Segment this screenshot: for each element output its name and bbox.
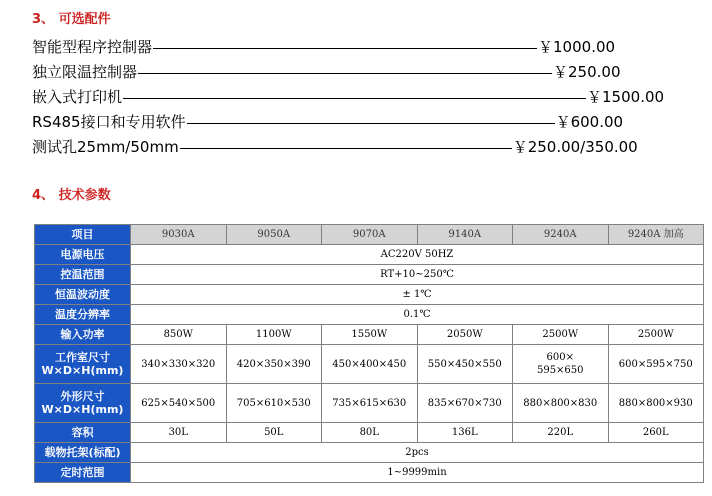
cell-value: 600×595×750 — [608, 345, 704, 384]
accessory-name: 测试孔25mm/50mm — [32, 138, 179, 156]
cell-value-line2: 595×650 — [536, 365, 584, 376]
leader-line — [187, 123, 555, 124]
section-4-heading: 4、 技术参数 — [32, 188, 111, 203]
accessory-price: ￥250.00 — [553, 63, 621, 81]
row-label: 输入功率 — [35, 325, 131, 345]
cell-value: 220L — [513, 423, 609, 443]
table-row — [35, 463, 704, 483]
cell-value: 1100W — [226, 325, 322, 345]
cell-value: 835×670×730 — [417, 384, 513, 423]
spec-table — [34, 224, 704, 483]
leader-line — [123, 98, 586, 99]
row-label: 定时范围 — [35, 463, 131, 483]
cell-value-line1: 600× — [546, 352, 574, 363]
model-header: 9240A — [513, 225, 609, 245]
row-label: 电源电压 — [35, 245, 131, 265]
cell-value: 1~9999min — [131, 463, 704, 483]
table-row — [35, 423, 704, 443]
row-label-line2: W×D×H(mm) — [41, 364, 124, 377]
cell-value: 735×615×630 — [322, 384, 418, 423]
cell-value: 340×330×320 — [131, 345, 227, 384]
accessory-price: ￥1000.00 — [538, 38, 616, 56]
cell-value: 625×540×500 — [131, 384, 227, 423]
accessory-price: ￥250.00/350.00 — [512, 138, 638, 156]
row-label-line1: 工作室尺寸 — [55, 351, 110, 364]
header-label: 项目 — [35, 225, 131, 245]
table-header-row — [35, 225, 704, 245]
row-label-line2: W×D×H(mm) — [41, 403, 124, 416]
table-row — [35, 384, 704, 423]
cell-value: 2050W — [417, 325, 513, 345]
accessory-name: 嵌入式打印机 — [32, 88, 123, 106]
cell-value — [513, 345, 609, 384]
cell-value: 50L — [226, 423, 322, 443]
cell-value: 420×350×390 — [226, 345, 322, 384]
accessory-price: ￥1500.00 — [587, 88, 665, 106]
cell-value: 30L — [131, 423, 227, 443]
cell-value: 260L — [608, 423, 704, 443]
table-row — [35, 443, 704, 463]
accessory-item — [32, 111, 692, 136]
section-3-heading: 3、 可选配件 — [32, 12, 111, 27]
row-label — [35, 384, 131, 423]
accessory-item — [32, 136, 692, 161]
model-header: 9070A — [322, 225, 418, 245]
accessory-item — [32, 61, 692, 86]
accessory-name: 智能型程序控制器 — [32, 38, 153, 56]
accessory-item — [32, 36, 692, 61]
table-row — [35, 245, 704, 265]
table-row — [35, 285, 704, 305]
cell-value: AC220V 50HZ — [131, 245, 704, 265]
cell-value: 136L — [417, 423, 513, 443]
leader-line — [180, 148, 512, 149]
row-label: 温度分辨率 — [35, 305, 131, 325]
accessory-name: 独立限温控制器 — [32, 63, 138, 81]
row-label-line1: 外形尺寸 — [60, 390, 105, 403]
cell-value: 2500W — [608, 325, 704, 345]
table-row — [35, 305, 704, 325]
model-header: 9030A — [131, 225, 227, 245]
accessories-list — [32, 36, 692, 161]
cell-value: 850W — [131, 325, 227, 345]
model-header: 9240A 加高 — [608, 225, 704, 245]
cell-value: 880×800×930 — [608, 384, 704, 423]
cell-value: RT+10~250℃ — [131, 265, 704, 285]
row-label: 载物托架(标配) — [35, 443, 131, 463]
accessory-price: ￥600.00 — [555, 113, 624, 131]
leader-line — [138, 73, 552, 74]
cell-value: 880×800×830 — [513, 384, 609, 423]
cell-value: ± 1℃ — [131, 285, 704, 305]
row-label: 控温范围 — [35, 265, 131, 285]
accessory-item — [32, 86, 692, 111]
row-label: 恒温波动度 — [35, 285, 131, 305]
row-label: 容积 — [35, 423, 131, 443]
table-row — [35, 325, 704, 345]
cell-value: 2500W — [513, 325, 609, 345]
leader-line — [153, 48, 537, 49]
cell-value: 0.1℃ — [131, 305, 704, 325]
table-row — [35, 265, 704, 285]
table-row — [35, 345, 704, 384]
cell-value: 450×400×450 — [322, 345, 418, 384]
model-header: 9140A — [417, 225, 513, 245]
cell-value: 550×450×550 — [417, 345, 513, 384]
cell-value: 1550W — [322, 325, 418, 345]
cell-value: 2pcs — [131, 443, 704, 463]
model-header: 9050A — [226, 225, 322, 245]
row-label — [35, 345, 131, 384]
accessory-name: RS485接口和专用软件 — [32, 113, 186, 131]
cell-value: 705×610×530 — [226, 384, 322, 423]
cell-value: 80L — [322, 423, 418, 443]
